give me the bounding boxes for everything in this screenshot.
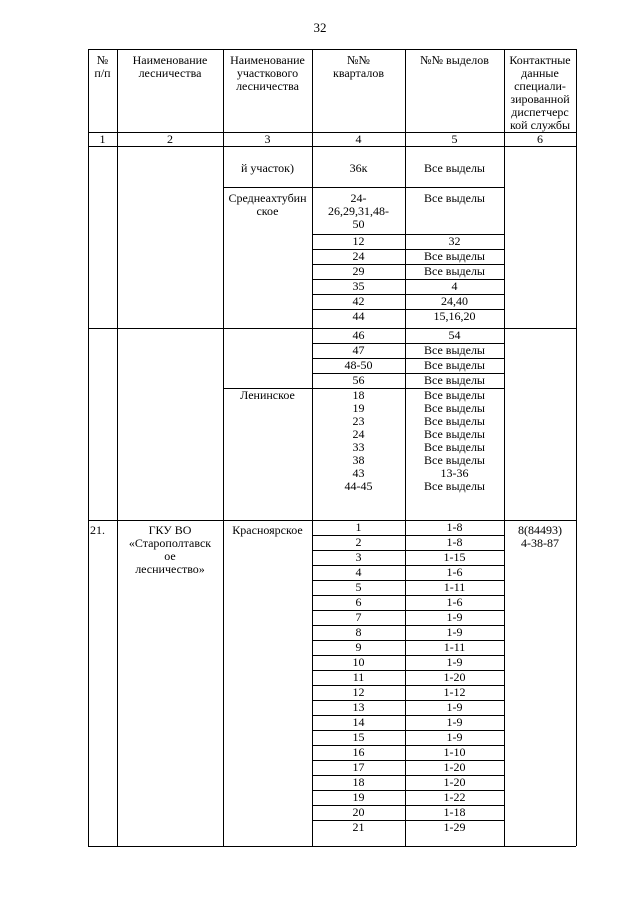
column-number-5: 5 (451, 132, 458, 146)
quarter-cell: 46 (352, 328, 365, 342)
header-number: № п/п (94, 53, 111, 80)
quarter-cell: 19 (352, 790, 365, 804)
vydel-cell: 1-22 (443, 790, 466, 804)
quarter-cell: 17 (352, 760, 365, 774)
header-forestry: Наименование лесничества (132, 53, 208, 80)
row-number: 21. (90, 523, 105, 537)
district-continued: й участок) (240, 161, 295, 175)
header-vydels: №№ выделов (420, 53, 489, 67)
quarter-cell: 1 (355, 520, 362, 534)
vydels-list: Все выделы Все выделы Все выделы Все выделы Все выделы Все выделы 13-36 Все выделы (423, 388, 485, 493)
quarter-cell: 10 (352, 655, 365, 669)
vydel-cell: Все выделы (423, 161, 485, 175)
quarter-cell: 16 (352, 745, 365, 759)
table-top-border (88, 49, 576, 50)
vydel-cell: 1-20 (443, 670, 466, 684)
page-number: 32 (313, 20, 327, 35)
column-border-6 (576, 49, 577, 846)
district-name: Среднеахтубин ское (228, 191, 307, 218)
column-number-4: 4 (355, 132, 362, 146)
district-name: Ленинское (240, 388, 295, 402)
vydel-cell: Все выделы (423, 191, 485, 205)
vydel-cell: 1-9 (446, 610, 463, 624)
column-border-1 (117, 49, 118, 846)
vydel-cell: 1-20 (443, 760, 466, 774)
header-bottom-border (88, 146, 576, 147)
vydel-cell: 15,16,20 (433, 309, 476, 323)
column-number-1: 1 (99, 132, 106, 146)
quarter-cell: 35 (352, 279, 365, 293)
vydel-cell: 24,40 (441, 294, 468, 308)
vydel-cell: Все выделы (423, 249, 485, 263)
quarter-cell: 48-50 (344, 358, 373, 372)
quarter-cell: 56 (352, 373, 365, 387)
quarter-cell: 9 (355, 640, 362, 654)
quarter-cell: 21 (352, 820, 365, 834)
vydel-cell: 1-8 (446, 535, 463, 549)
row-border (223, 187, 504, 188)
column-number-6: 6 (537, 132, 543, 146)
vydel-cell: 1-29 (443, 820, 466, 834)
vydel-cell: 1-12 (443, 685, 466, 699)
quarter-cell: 2 (355, 535, 362, 549)
vydel-cell: 1-18 (443, 805, 466, 819)
vydel-cell: 1-9 (446, 655, 463, 669)
quarter-cell: 12 (352, 234, 365, 248)
vydel-cell: 1-20 (443, 775, 466, 789)
vydel-cell: 1-10 (443, 745, 466, 759)
vydel-cell: 1-6 (446, 595, 463, 609)
column-number-2: 2 (167, 132, 173, 146)
district-name: Красноярское (232, 523, 303, 537)
vydel-cell: 1-11 (443, 580, 466, 594)
vydel-cell: Все выделы (423, 264, 485, 278)
quarter-cell: 7 (355, 610, 362, 624)
header-quarters: №№ кварталов (333, 53, 384, 80)
quarter-cell: 6 (355, 595, 362, 609)
quarter-cell: 42 (352, 294, 365, 308)
vydel-cell: 1-15 (443, 550, 466, 564)
quarter-cell: 18 (352, 775, 365, 789)
quarter-cell: 4 (355, 565, 362, 579)
quarter-cell: 29 (352, 264, 365, 278)
quarter-cell: 20 (352, 805, 365, 819)
vydel-cell: 4 (451, 279, 458, 293)
vydel-cell: 1-6 (446, 565, 463, 579)
quarter-cell: 14 (352, 715, 365, 729)
vydel-cell: 54 (448, 328, 461, 342)
vydel-cell: 1-9 (446, 730, 463, 744)
vydel-cell: Все выделы (423, 343, 485, 357)
quarter-cell: 36к (349, 161, 368, 175)
table-bottom-border (88, 846, 576, 847)
quarter-cell: 24- 26,29,31,48- 50 (328, 191, 389, 231)
column-number-3: 3 (264, 132, 271, 146)
vydel-cell: 32 (448, 234, 461, 248)
vydel-cell: 1-9 (446, 625, 463, 639)
quarters-list: 18 19 23 24 33 38 43 44-45 (344, 388, 373, 493)
quarter-cell: 24 (352, 249, 365, 263)
column-border-5 (504, 49, 505, 846)
contact-phone: 8(84493) 4-38-87 (518, 523, 562, 550)
quarter-cell: 13 (352, 700, 365, 714)
vydel-cell: Все выделы (423, 358, 485, 372)
header-contact: Контактные данные специали- зированной диспетчерс кой службы (509, 53, 571, 132)
quarter-cell: 11 (352, 670, 365, 684)
vydel-cell: 1-8 (446, 520, 463, 534)
quarter-cell: 3 (355, 550, 362, 564)
quarter-cell: 12 (352, 685, 365, 699)
header-district: Наименование участкового лесничества (230, 53, 305, 93)
column-border-0 (88, 49, 89, 846)
vydel-cell: 1-9 (446, 700, 463, 714)
vydel-cell: Все выделы (423, 373, 485, 387)
quarter-cell: 15 (352, 730, 365, 744)
quarter-cell: 8 (355, 625, 362, 639)
quarter-cell: 5 (355, 580, 362, 594)
quarter-cell: 44 (352, 309, 365, 323)
vydel-cell: 1-11 (443, 640, 466, 654)
forestry-name: ГКУ ВО «Старополтавск ое лесничество» (128, 523, 212, 576)
forestry-table (88, 49, 576, 846)
quarter-cell: 47 (352, 343, 365, 357)
vydel-cell: 1-9 (446, 715, 463, 729)
